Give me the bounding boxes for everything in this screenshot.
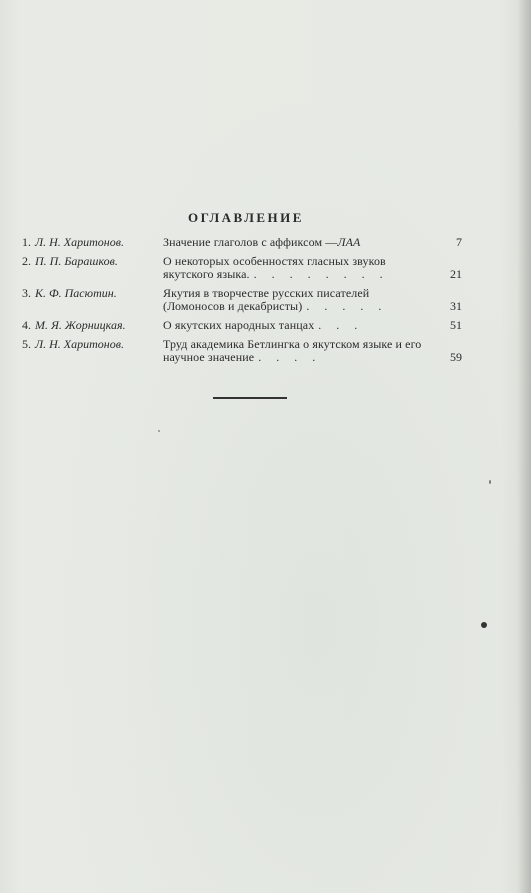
entry-number: 3. bbox=[22, 287, 31, 300]
entry-number: 4. bbox=[22, 319, 31, 332]
entry-page-number: 21 bbox=[450, 267, 462, 281]
toc-heading: ОГЛАВЛЕНИЕ bbox=[188, 210, 304, 225]
entry-title-suffix: ЛАА bbox=[337, 235, 361, 249]
entry-page-number: 31 bbox=[450, 299, 462, 313]
ink-speck bbox=[481, 622, 487, 628]
entry-page-number: 7 bbox=[456, 235, 462, 249]
entry-number: 5. bbox=[22, 338, 31, 351]
page-edge-shadow bbox=[517, 0, 531, 893]
toc-entry-3 bbox=[22, 287, 462, 313]
entry-dot-leader: . . . bbox=[318, 318, 364, 332]
entry-dot-leader: . . . . . bbox=[306, 299, 388, 313]
entry-title: Труд академика Бетлингка о якутском языке и его научное значение bbox=[163, 337, 422, 364]
toc-entry-5 bbox=[22, 338, 462, 364]
entry-title: О якутских народных танцах bbox=[163, 318, 315, 332]
entry-dot-leader: . . . . bbox=[258, 350, 322, 364]
toc-entry-1 bbox=[22, 236, 462, 249]
entry-page-number: 59 bbox=[450, 350, 462, 364]
entry-dot-leader: . . . . . . . . bbox=[253, 267, 389, 281]
section-divider-rule bbox=[213, 397, 287, 399]
entry-author: Л. Н. Харитонов. bbox=[35, 338, 124, 351]
entry-author: Л. Н. Харитонов. bbox=[35, 236, 124, 249]
table-of-contents bbox=[22, 236, 462, 370]
entry-title: Значение глаголов с аффиксом — bbox=[163, 235, 338, 249]
ink-speck bbox=[489, 480, 491, 484]
entry-author: К. Ф. Пасютин. bbox=[35, 287, 117, 300]
entry-author: М. Я. Жорницкая. bbox=[35, 319, 126, 332]
entry-page-number: 51 bbox=[450, 318, 462, 332]
entry-author: П. П. Барашков. bbox=[35, 255, 118, 268]
toc-entry-4 bbox=[22, 319, 462, 332]
entry-title: О некоторых особенностях гласных звуков якутского языка. bbox=[163, 254, 386, 281]
ink-speck bbox=[158, 430, 160, 432]
entry-number: 1. bbox=[22, 236, 31, 249]
entry-number: 2. bbox=[22, 255, 31, 268]
entry-title: Якутия в творчестве русских писателей (Ломоносов и декабристы) bbox=[163, 286, 370, 313]
toc-entry-2 bbox=[22, 255, 462, 281]
